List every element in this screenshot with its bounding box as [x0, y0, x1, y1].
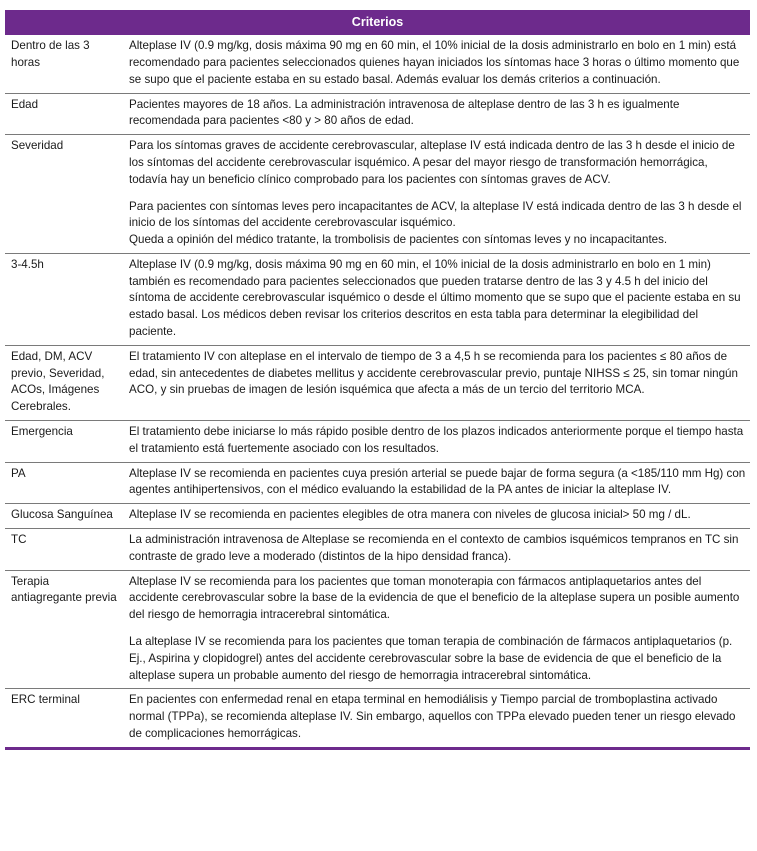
table-row — [5, 135, 750, 193]
row-text: Pacientes mayores de 18 años. La administración intravenosa de alteplase dentro de las 3 h es igualmente recomendada para pacientes <80 y > 80 años de edad. — [123, 93, 750, 135]
header-title: Criterios — [5, 10, 750, 35]
row-label: Severidad — [5, 135, 123, 193]
row-text: El tratamiento debe iniciarse lo más rápido posible dentro de los plazos indicados anteriormente porque el tiempo hasta el tratamiento está fuertemente asociado con los resultados. — [123, 421, 750, 463]
table-header — [5, 10, 750, 35]
row-label: Emergencia — [5, 421, 123, 463]
row-text: Queda a opinión del médico tratante, la trombolisis de pacientes con síntomas leves y no incapacitantes. — [129, 233, 668, 247]
row-text: Alteplase IV se recomienda en pacientes elegibles de otra manera con niveles de glucosa inicial> 50 mg / dL. — [123, 504, 750, 529]
table-row — [5, 570, 750, 628]
table-row — [5, 35, 750, 93]
row-label: Dentro de las 3 horas — [11, 39, 90, 69]
table-row — [5, 93, 750, 135]
row-text: Para pacientes con síntomas leves pero incapacitantes de ACV, la alteplase IV está indicada dentro de las 3 h desde el inicio de los síntomas del accidente cerebrovascular isquémico. — [129, 199, 742, 230]
table-body — [5, 35, 750, 747]
row-text: Alteplase IV (0.9 mg/kg, dosis máxima 90 mg en 60 min, el 10% inicial de la dosis administrarlo en bolo en 1 min) está recomendado para pacientes seleccionados quienes hayan iniciados los síntomas hace 3 horas o último momento que se supo que el paciente estaba en su estado basal. Además evaluar los demás criterios a continuación. — [129, 39, 740, 86]
row-label: TC — [5, 529, 123, 571]
row-text: Alteplase IV se recomienda en pacientes cuya presión arterial se puede bajar de forma segura (a <185/110 mm Hg) con agentes antihipertensivos, con el médico evaluando la estabilidad de la PA antes de iniciar la alteplase IV. — [123, 462, 750, 504]
table-row-continuation — [5, 193, 750, 254]
row-text: El tratamiento IV con alteplase en el intervalo de tiempo de 3 a 4,5 h se recomienda para los pacientes ≤ 80 años de edad, sin antecedentes de diabetes mellitus y accidente cerebrovascular previo, puntaje NIHSS ≤ 25, sin tomar ningún ACO, y sin pruebas de imagen de lesión isquémica que afecta a más de un tercio del territorio MCA. — [123, 345, 750, 420]
header-row — [5, 10, 750, 35]
row-label: Edad — [5, 93, 123, 135]
row-label-empty — [5, 628, 123, 689]
table-row — [5, 529, 750, 571]
table-row-continuation — [5, 628, 750, 689]
row-label: Edad, DM, ACV previo, Severidad, ACOs, Imágenes Cerebrales. — [5, 345, 123, 420]
row-label: PA — [5, 462, 123, 504]
row-label: 3-4.5h — [5, 253, 123, 345]
criteria-table-container — [5, 0, 750, 750]
criteria-table — [5, 10, 750, 747]
table-bottom-rule — [5, 747, 750, 750]
row-text: Alteplase IV (0.9 mg/kg, dosis máxima 90 mg en 60 min, el 10% inicial de la dosis administrarlo en bolo en 1 min) también es recomendado para pacientes seleccionados que pueden tratarse dentro de las 3 y 4.5 h del inicio del síntoma de accidente cerebrovascular isquémico o desde el último momento que se supo que el paciente estaba en su estado basal. Los médicos deben revisar los criterios descritos en esta tabla para determinar la elegibilidad del paciente. — [123, 253, 750, 345]
table-row — [5, 345, 750, 420]
row-label-empty — [5, 193, 123, 254]
row-label: Terapia antiagregante previa — [5, 570, 123, 628]
table-row — [5, 421, 750, 463]
table-row — [5, 689, 750, 747]
row-label: ERC terminal — [5, 689, 123, 747]
row-text: La administración intravenosa de Alteplase se recomienda en el contexto de cambios isquémicos tempranos en TC sin contraste de grado leve a moderado (distintos de la hipo densidad franca). — [123, 529, 750, 571]
table-row — [5, 504, 750, 529]
row-text: Para los síntomas graves de accidente cerebrovascular, alteplase IV está indicada dentro de las 3 h desde el inicio de los síntomas del accidente cerebrovascular isquémico. A pesar del mayor riesgo de transformación hemorrágica, todavía hay un beneficio clínico comprobado para los pacientes con síntomas graves de ACV. — [123, 135, 750, 193]
row-text: Alteplase IV se recomienda para los pacientes que toman monoterapia con fármacos antiplaquetarios antes del accidente cerebrovascular sobre la base de la evidencia de que el beneficio de la alteplase supera un posible aumento del riesgo de hemorragia intracerebral sintomática. — [123, 570, 750, 628]
row-label: Glucosa Sanguínea — [5, 504, 123, 529]
row-text-group — [123, 193, 750, 254]
table-row — [5, 253, 750, 345]
table-row — [5, 462, 750, 504]
row-text: En pacientes con enfermedad renal en etapa terminal en hemodiálisis y Tiempo parcial de tromboplastina activado normal (TPPa), se recomienda alteplase IV. Sin embargo, aquellos con TPPa elevado pueden tener un riesgo elevado de complicaciones hemorrágicas. — [123, 689, 750, 747]
row-text: La alteplase IV se recomienda para los pacientes que toman terapia de combinación de fármacos antiplaquetarios (p. Ej., Aspirina y clopidogrel) antes del accidente cerebrovascular sobre la base de evidencia de que el beneficio de la alteplase supera un probable aumento del riesgo de hemorragia intracerebral sintomática. — [129, 635, 733, 682]
